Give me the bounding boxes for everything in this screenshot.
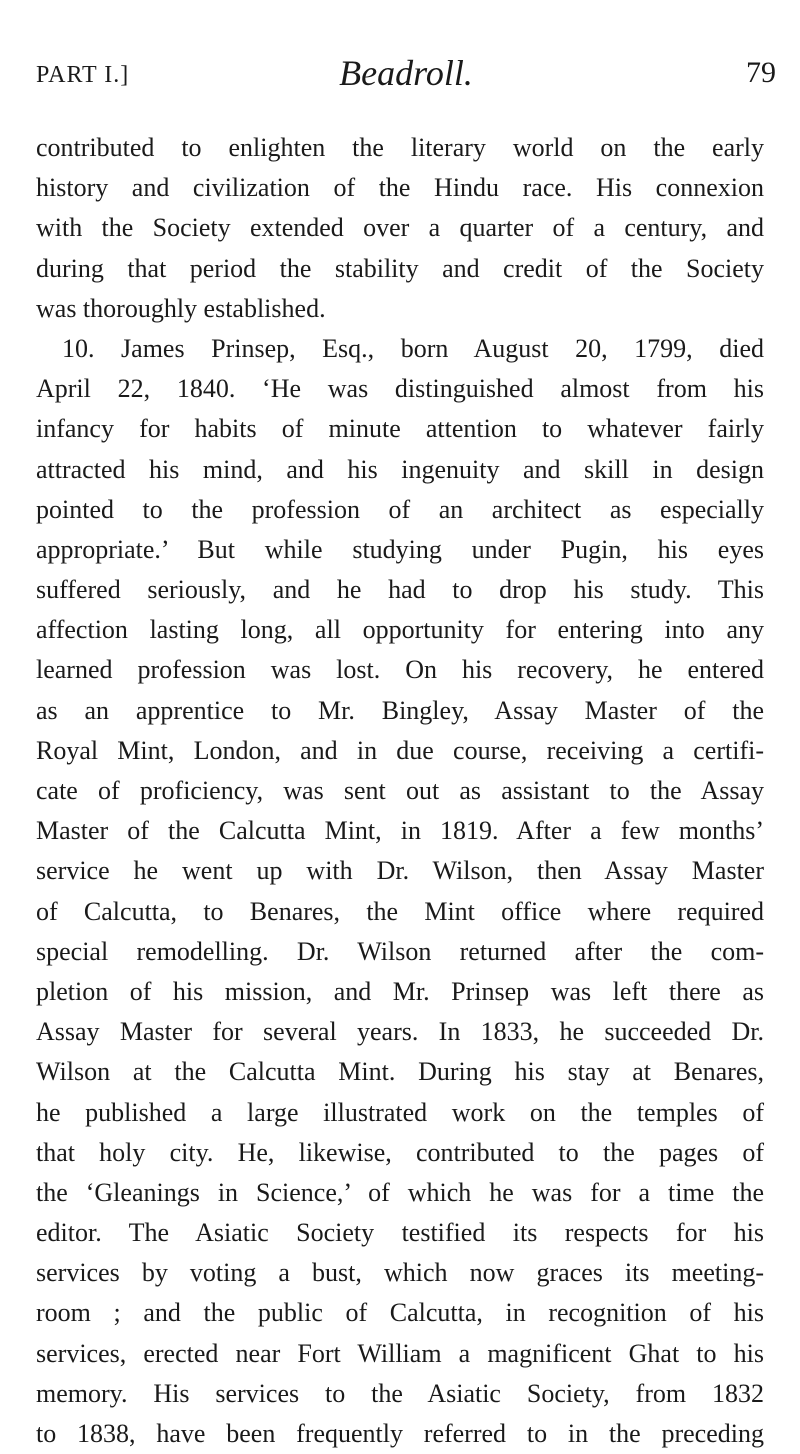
text-line: special remodelling. Dr. Wilson returned after the com- [36, 936, 764, 966]
text-line: Royal Mint, London, and in due course, receiving a certifi- [36, 735, 764, 765]
text-line: room ; and the public of Calcutta, in recognition of his [36, 1298, 764, 1328]
text-line: affection lasting long, all opportunity for entering into any [36, 615, 764, 645]
text-line: services, erected near Fort William a magnificent Ghat to his [36, 1338, 764, 1368]
text-line: memory. His services to the Asiatic Society, from 1832 [36, 1378, 764, 1408]
text-line: services by voting a bust, which now graces its meeting- [36, 1258, 764, 1288]
text-line: appropriate.’ But while studying under Pugin, his eyes [36, 534, 764, 564]
page-title: Beadroll. [339, 53, 473, 93]
text-line: service he went up with Dr. Wilson, then Assay Master [36, 856, 764, 886]
text-line: was thoroughly established. [36, 293, 326, 323]
text-line: during that period the stability and credit of the Society [36, 253, 764, 283]
text-line: 10. James Prinsep, Esq., born August 20, 1799, died [62, 333, 764, 363]
text-line: editor. The Asiatic Society testified its respects for his [36, 1218, 764, 1248]
text-line: Master of the Calcutta Mint, in 1819. After a few months’ [36, 816, 764, 846]
text-line: attracted his mind, and his ingenuity and skill in design [36, 454, 764, 484]
text-line: as an apprentice to Mr. Bingley, Assay Master of the [36, 695, 764, 725]
body-text [36, 128, 764, 1454]
text-line: suffered seriously, and he had to drop his study. This [36, 575, 764, 605]
text-line: with the Society extended over a quarter of a century, and [36, 213, 764, 243]
text-line: history and civilization of the Hindu race. His connexion [36, 173, 764, 203]
text-line: pointed to the profession of an architect as especially [36, 494, 764, 524]
page-number: 79 [746, 56, 776, 89]
running-header [36, 52, 776, 92]
text-line: the ‘Gleanings in Science,’ of which he was for a time the [36, 1177, 764, 1207]
text-line: Assay Master for several years. In 1833, he succeeded Dr. [36, 1017, 764, 1047]
part-label: PART I.] [36, 62, 130, 88]
text-line: infancy for habits of minute attention to whatever fairly [36, 414, 764, 444]
text-line: April 22, 1840. ‘He was distinguished almost from his [36, 374, 764, 404]
text-line: of Calcutta, to Benares, the Mint office where required [36, 896, 764, 926]
text-line: pletion of his mission, and Mr. Prinsep was left there as [36, 976, 764, 1006]
text-line: contributed to enlighten the literary world on the early [36, 133, 764, 162]
text-line: learned profession was lost. On his recovery, he entered [36, 655, 764, 685]
text-line: to 1838, have been frequently referred to in the preceding [36, 1419, 764, 1448]
text-line: Wilson at the Calcutta Mint. During his stay at Benares, [36, 1057, 764, 1087]
text-line: he published a large illustrated work on the temples of [36, 1097, 764, 1127]
text-line: cate of proficiency, was sent out as assistant to the Assay [36, 776, 764, 805]
text-line: that holy city. He, likewise, contributed to the pages of [36, 1137, 764, 1167]
